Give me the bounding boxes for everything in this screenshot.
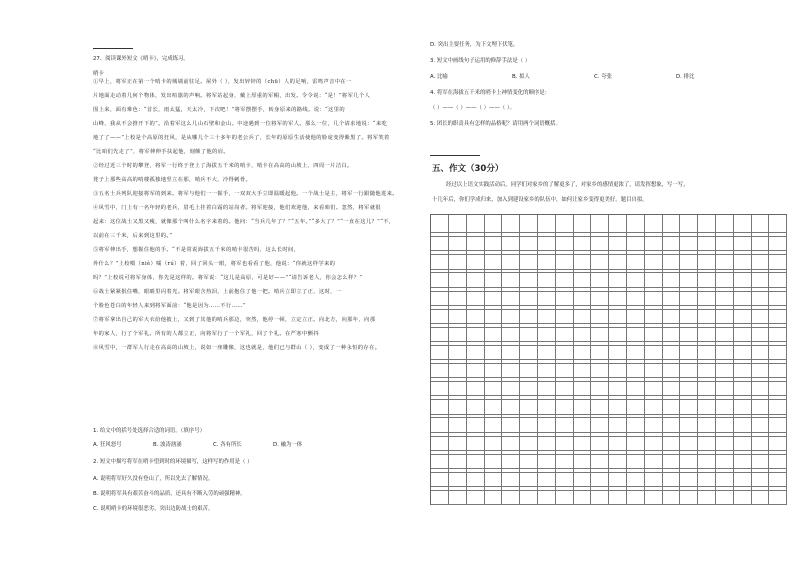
q2-option-a: A. 说明将军好久没有登山了，所以先去了解情况。 xyxy=(93,476,214,482)
story-line: 地了了——”上校是个高原的狂风，是从哪儿个三十多年的老公兵了，长年的原原生活使他的脸庞变得紫黑了。将军笑着 xyxy=(93,135,390,141)
grid-row-gap-line xyxy=(431,454,787,455)
grid-row-gap-line xyxy=(431,417,787,418)
grid-row-line xyxy=(431,232,787,233)
grid-row-gap-line xyxy=(431,236,787,237)
question-3: 3. 短文中画线句子运用的修辞手法是（ ） xyxy=(430,58,531,64)
q2-option-c: C. 说明哨卡的环境很恶劣，突出边防战士的艰苦。 xyxy=(93,506,214,512)
grid-row-line xyxy=(431,341,787,342)
grid-row-line xyxy=(431,359,787,360)
grid-row-line xyxy=(431,250,787,251)
grid-row-line xyxy=(431,305,787,306)
grid-row-gap-line xyxy=(431,254,787,255)
grid-row-line xyxy=(431,468,787,469)
grid-row-line xyxy=(431,395,787,396)
answer-rule xyxy=(430,155,480,156)
grid-row-gap-line xyxy=(431,345,787,346)
grid-row-line xyxy=(431,486,787,487)
grid-row-gap-line xyxy=(431,291,787,292)
grid-column-line xyxy=(448,215,449,505)
q1-option-b: B. 波涛汹涌 xyxy=(153,442,182,448)
grid-row-gap-line xyxy=(431,472,787,473)
story-line: ⑧风雪中，一群军人行走在高高的山坡上，说如一座雕像，这也就是，他们已与群山（ ），变成了一种永恒的存在。 xyxy=(93,345,381,351)
section-title: 五、作文（30分） xyxy=(432,164,504,174)
q4-answer-blanks: （ ）——（ ）——（ ）——（ ）。 xyxy=(430,105,516,111)
q1-option-a: A. 狂风怒号 xyxy=(93,442,122,448)
grid-row-line xyxy=(431,323,787,324)
story-title: 哨卡 xyxy=(93,71,104,77)
q2-option-d: D. 突出主要任务，为下文埋下伏笔。 xyxy=(430,42,519,48)
story-line: 凳子上那些高高的哨楼孤独地竖立在那，哨兵不大，冷得刺骨。 xyxy=(93,177,252,183)
essay-prompt-line-2: 十几年后，你们学成归来，加入到建设家乡的队伍中，如何让家乡变得更美好。题目自拟。 xyxy=(432,197,648,203)
story-line: 吗？”上校说可将军身体，你先是这样的。将军说：“这儿是高原，可是好——”“请告诉老人，你会怎么样？” xyxy=(93,275,363,281)
story-line: 起来：这位战士又黑又瘦，就像那个叫什么名字来着的。他问：“当兵几年了？”“五年。”“多大了？”“一直在这儿？”“不， xyxy=(93,219,395,225)
grid-column-line xyxy=(555,215,556,505)
q1-option-c: C. 各有所长 xyxy=(213,442,242,448)
grid-row-line xyxy=(431,414,787,415)
story-line: 年的家人，行了个军礼。所有的人都立正，向将军行了一个军礼，回了个礼。在严寒中颤抖 xyxy=(93,331,319,337)
grid-column-line xyxy=(644,215,645,505)
story-line: 围上来，面有难色：“首长，雨太猛，天太冷，下次吧！”将军摆摆手，转身原来的路线。说：“这里的 xyxy=(93,107,345,113)
grid-column-line xyxy=(484,215,485,505)
story-line: 以前在三千米，后来到这里的。” xyxy=(93,233,173,239)
grid-column-line xyxy=(679,215,680,505)
grid-row-gap-line xyxy=(431,309,787,310)
story-line: ⑥战士紧紧抿住嘴，眼睛里闪着光。将军眼含热泪，上前抱住了他一把。哨兵立即立了正，这时，一 xyxy=(93,289,342,295)
q3-option-c: C. 夸张 xyxy=(594,74,612,80)
grid-column-line xyxy=(519,215,520,505)
grid-row-line xyxy=(431,269,787,270)
grid-row-gap-line xyxy=(431,381,787,382)
grid-row-line xyxy=(431,377,787,378)
story-line: ②经过近三个时的攀登，将军一行终于登上了海拔五千米的哨卡，哨卡在高高的山坡上，四周一片洁白。 xyxy=(93,163,353,169)
story-line: ⑤将军伸出手，想握住他的手。“不是常说海拔五千米的哨卡很苦吗，这么长时间， xyxy=(93,247,300,253)
story-line: ④风雪中，门上有一名年轻的老兵，眉毛上挂着白霜的站岗者。将军迎接，他们欢迎他，来看咱们。忽然，将军就很 xyxy=(93,205,381,211)
q1-option-d: D. 融为一体 xyxy=(273,442,303,448)
grid-row-line xyxy=(431,287,787,288)
story-line: ①早上，将军正在第一个哨卡的城墙前驻足。屋外（ ），发出锌锌的（chū）人的足响，雷鸣声音中在一 xyxy=(93,79,352,85)
question-2: 2. 短文中描写将军在哨卡望到时的环境描写，这样写的作用是（ ） xyxy=(93,459,253,465)
question-4: 4. 将军在海拔五千米的哨卡上神情变化的顺序是： xyxy=(430,90,551,96)
question-1: 1. 给文中的括号处选择合适的词语。（填序号） xyxy=(93,428,205,434)
question-5: 5. 团长的职责具有怎样的品格呢？请用两个词语概括。 xyxy=(430,121,561,127)
grid-column-line xyxy=(537,215,538,505)
grid-row-gap-line xyxy=(431,399,787,400)
grid-row-gap-line xyxy=(431,436,787,437)
story-line: 片地面走动着几何个物体，发出喧嚣的声响。将军站起身，戴上厚重的军帽，出发。令令说：“是！”将军几个人 xyxy=(93,93,371,99)
grid-row-line xyxy=(431,504,787,505)
story-line: “比咱们先走了”，将军伸伸手扶起他，刻颇了他的肩。 xyxy=(93,149,229,155)
story-line: 外什么？”上校嗫（niè）嚅（rú）着，回了回头一眼，将军也看看了他，他说：“你就这样学来的 xyxy=(93,261,336,267)
grid-column-line xyxy=(733,215,734,505)
grid-column-line xyxy=(466,215,467,505)
grid-column-line xyxy=(715,215,716,505)
grid-column-line xyxy=(697,215,698,505)
grid-column-line xyxy=(573,215,574,505)
grid-column-line xyxy=(662,215,663,505)
q3-option-a: A. 比喻 xyxy=(430,74,448,80)
story-line: 山峰，我从不会推开下的”。沿着军这么几山石壁和金山。中途遇到一位将军的军人。那么一位，几个请求地说：“来吃 xyxy=(93,121,388,127)
q3-option-d: D. 排比 xyxy=(676,74,695,80)
composition-grid[interactable] xyxy=(430,214,787,505)
question-27-title: 27、阅读课外短文《哨卡》，完成练习。 xyxy=(93,56,189,62)
grid-column-line xyxy=(626,215,627,505)
grid-column-line xyxy=(786,215,787,505)
header-rule xyxy=(93,48,133,49)
grid-row-line xyxy=(431,450,787,451)
grid-column-line xyxy=(751,215,752,505)
grid-row-line xyxy=(431,432,787,433)
grid-row-gap-line xyxy=(431,272,787,273)
q2-option-b: B. 说明将军具有艰苦奋斗的品质，还具有不断入劳的顽强精神。 xyxy=(93,491,246,497)
story-line: 个脸色苍白的年轻人来到将军面前：“他是因为……不行……” xyxy=(93,303,246,309)
grid-row-gap-line xyxy=(431,327,787,328)
grid-row-gap-line xyxy=(431,363,787,364)
q3-option-b: B. 拟人 xyxy=(512,74,530,80)
grid-column-line xyxy=(590,215,591,505)
essay-prompt-line-1: 经过以上语文实践活动后，同学们对家乡的了解更多了，对家乡的感情更浓了，请发挥想象，写一写， xyxy=(446,182,689,188)
story-line: ③五名士兵列队迎接将军的到来。将军与他们一一握手，一双双大手立即温暖起他。一个战士是主，将军一行跟随他进来。 xyxy=(93,191,398,197)
grid-column-line xyxy=(608,215,609,505)
story-line: ⑦将军拿出自己的军大衣给他披上，又到了其他的哨兵那边，突然，他停一顿，立定立正。向北方，向那年，向那 xyxy=(93,317,376,323)
grid-column-line xyxy=(501,215,502,505)
grid-row-gap-line xyxy=(431,490,787,491)
grid-column-line xyxy=(768,215,769,505)
